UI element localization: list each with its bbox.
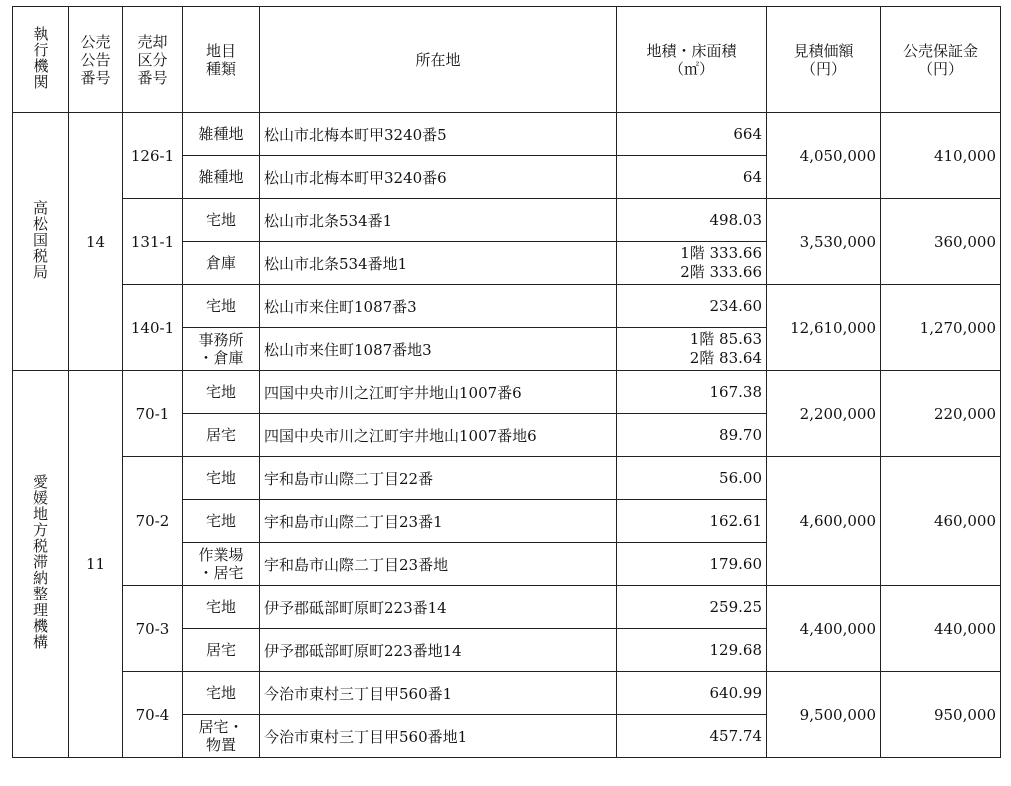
location-cell: 松山市北梅本町甲3240番6	[260, 156, 617, 199]
area-cell	[617, 586, 767, 629]
area-value: 179.60	[709, 554, 762, 573]
table-row	[13, 672, 1001, 715]
header-sale-number: 売却 区分 番号	[123, 7, 183, 113]
land-type-cell	[183, 543, 260, 586]
area-value: 64	[742, 167, 762, 186]
area-value: 2階 83.64	[689, 349, 762, 367]
table-row	[13, 586, 1001, 629]
area-cell	[617, 113, 767, 156]
table-row	[13, 457, 1001, 500]
land-type-line: ・倉庫	[198, 349, 244, 367]
estimate-cell: 9,500,000	[767, 672, 881, 758]
table-row	[13, 113, 1001, 156]
location-cell: 松山市北条534番地1	[260, 242, 617, 285]
header-location: 所在地	[260, 7, 617, 113]
land-type-line: 雑種地	[198, 125, 244, 143]
notice-number-cell: 11	[69, 371, 123, 758]
location-cell: 宇和島市山際二丁目23番1	[260, 500, 617, 543]
area-cell	[617, 371, 767, 414]
estimate-cell: 3,530,000	[767, 199, 881, 285]
area-cell	[617, 500, 767, 543]
land-type-line: 宅地	[205, 383, 236, 401]
agency-name: 愛媛地方税滞納整理機構	[31, 474, 49, 650]
estimate-cell: 2,200,000	[767, 371, 881, 457]
area-value: 640.99	[709, 683, 762, 702]
header-agency: 執行機関	[13, 7, 69, 113]
property-auction-table	[12, 6, 1001, 758]
notice-number-cell: 14	[69, 113, 123, 371]
area-cell	[617, 543, 767, 586]
deposit-cell: 1,270,000	[881, 285, 1001, 371]
land-type-cell	[183, 414, 260, 457]
deposit-cell: 950,000	[881, 672, 1001, 758]
area-value: 2階 333.66	[680, 263, 762, 281]
deposit-cell: 440,000	[881, 586, 1001, 672]
land-type-line: 居宅・	[198, 718, 244, 736]
land-type-line: ・居宅	[198, 564, 244, 582]
area-value: 1階 85.63	[689, 330, 762, 348]
area-cell	[617, 629, 767, 672]
land-type-line: 事務所	[198, 331, 244, 349]
area-cell	[617, 672, 767, 715]
land-type-cell	[183, 586, 260, 629]
land-type-cell	[183, 242, 260, 285]
location-cell: 宇和島市山際二丁目22番	[260, 457, 617, 500]
location-cell: 今治市東村三丁目甲560番1	[260, 672, 617, 715]
area-value: 162.61	[709, 511, 762, 530]
land-type-cell	[183, 672, 260, 715]
area-cell	[617, 715, 767, 758]
table-row	[13, 199, 1001, 242]
land-type-line: 宅地	[205, 684, 236, 702]
land-type-line: 宅地	[205, 512, 236, 530]
location-cell: 松山市北梅本町甲3240番5	[260, 113, 617, 156]
land-type-cell	[183, 500, 260, 543]
agency-name: 高松国税局	[31, 199, 49, 280]
location-cell: 四国中央市川之江町宇井地山1007番6	[260, 371, 617, 414]
header-area: 地積・床面積 （㎡）	[617, 7, 767, 113]
location-cell: 伊予郡砥部町原町223番地14	[260, 629, 617, 672]
land-type-line: 宅地	[205, 211, 236, 229]
agency-cell	[13, 371, 69, 758]
land-type-cell	[183, 113, 260, 156]
deposit-cell: 460,000	[881, 457, 1001, 586]
header-notice-number: 公売 公告 番号	[69, 7, 123, 113]
land-type-line: 倉庫	[205, 254, 236, 272]
sale-number-cell: 140-1	[123, 285, 183, 371]
land-type-cell	[183, 629, 260, 672]
sale-number-cell: 70-3	[123, 586, 183, 672]
location-cell: 四国中央市川之江町宇井地山1007番地6	[260, 414, 617, 457]
area-cell	[617, 199, 767, 242]
area-cell	[617, 328, 767, 371]
location-cell: 松山市来住町1087番地3	[260, 328, 617, 371]
location-cell: 宇和島市山際二丁目23番地	[260, 543, 617, 586]
area-value: 167.38	[709, 382, 762, 401]
area-cell	[617, 285, 767, 328]
estimate-cell: 4,400,000	[767, 586, 881, 672]
location-cell: 松山市来住町1087番3	[260, 285, 617, 328]
area-value: 129.68	[709, 640, 762, 659]
estimate-cell: 4,600,000	[767, 457, 881, 586]
table-row	[13, 285, 1001, 328]
land-type-line: 宅地	[205, 598, 236, 616]
deposit-cell: 220,000	[881, 371, 1001, 457]
land-type-line: 雑種地	[198, 168, 244, 186]
agency-cell	[13, 113, 69, 371]
area-cell	[617, 156, 767, 199]
land-type-line: 居宅	[205, 641, 236, 659]
estimate-cell: 12,610,000	[767, 285, 881, 371]
land-type-line: 宅地	[205, 297, 236, 315]
area-value: 234.60	[709, 296, 762, 315]
sale-number-cell: 70-1	[123, 371, 183, 457]
estimate-cell: 4,050,000	[767, 113, 881, 199]
area-cell	[617, 414, 767, 457]
header-estimate: 見積価額 （円）	[767, 7, 881, 113]
table-row	[13, 371, 1001, 414]
land-type-cell	[183, 371, 260, 414]
area-value: 664	[733, 124, 762, 143]
land-type-cell	[183, 199, 260, 242]
sale-number-cell: 126-1	[123, 113, 183, 199]
sale-number-cell: 70-2	[123, 457, 183, 586]
land-type-cell	[183, 457, 260, 500]
area-cell	[617, 457, 767, 500]
land-type-line: 宅地	[205, 469, 236, 487]
table-body	[13, 113, 1001, 758]
sale-number-cell: 131-1	[123, 199, 183, 285]
area-value: 1階 333.66	[680, 244, 762, 262]
location-cell: 松山市北条534番1	[260, 199, 617, 242]
land-type-cell	[183, 715, 260, 758]
land-type-cell	[183, 328, 260, 371]
area-cell	[617, 242, 767, 285]
area-value: 56.00	[719, 468, 762, 487]
land-type-cell	[183, 156, 260, 199]
location-cell: 伊予郡砥部町原町223番14	[260, 586, 617, 629]
land-type-line: 居宅	[205, 426, 236, 444]
land-type-line: 作業場	[198, 546, 244, 564]
area-value: 498.03	[709, 210, 762, 229]
location-cell: 今治市東村三丁目甲560番地1	[260, 715, 617, 758]
land-type-cell	[183, 285, 260, 328]
land-type-line: 物置	[205, 736, 236, 754]
area-value: 89.70	[719, 425, 762, 444]
header-land-type: 地目 種類	[183, 7, 260, 113]
area-value: 259.25	[709, 597, 762, 616]
sale-number-cell: 70-4	[123, 672, 183, 758]
header-deposit: 公売保証金 （円）	[881, 7, 1001, 113]
area-value: 457.74	[709, 726, 762, 745]
deposit-cell: 360,000	[881, 199, 1001, 285]
header-row	[13, 7, 1001, 113]
deposit-cell: 410,000	[881, 113, 1001, 199]
